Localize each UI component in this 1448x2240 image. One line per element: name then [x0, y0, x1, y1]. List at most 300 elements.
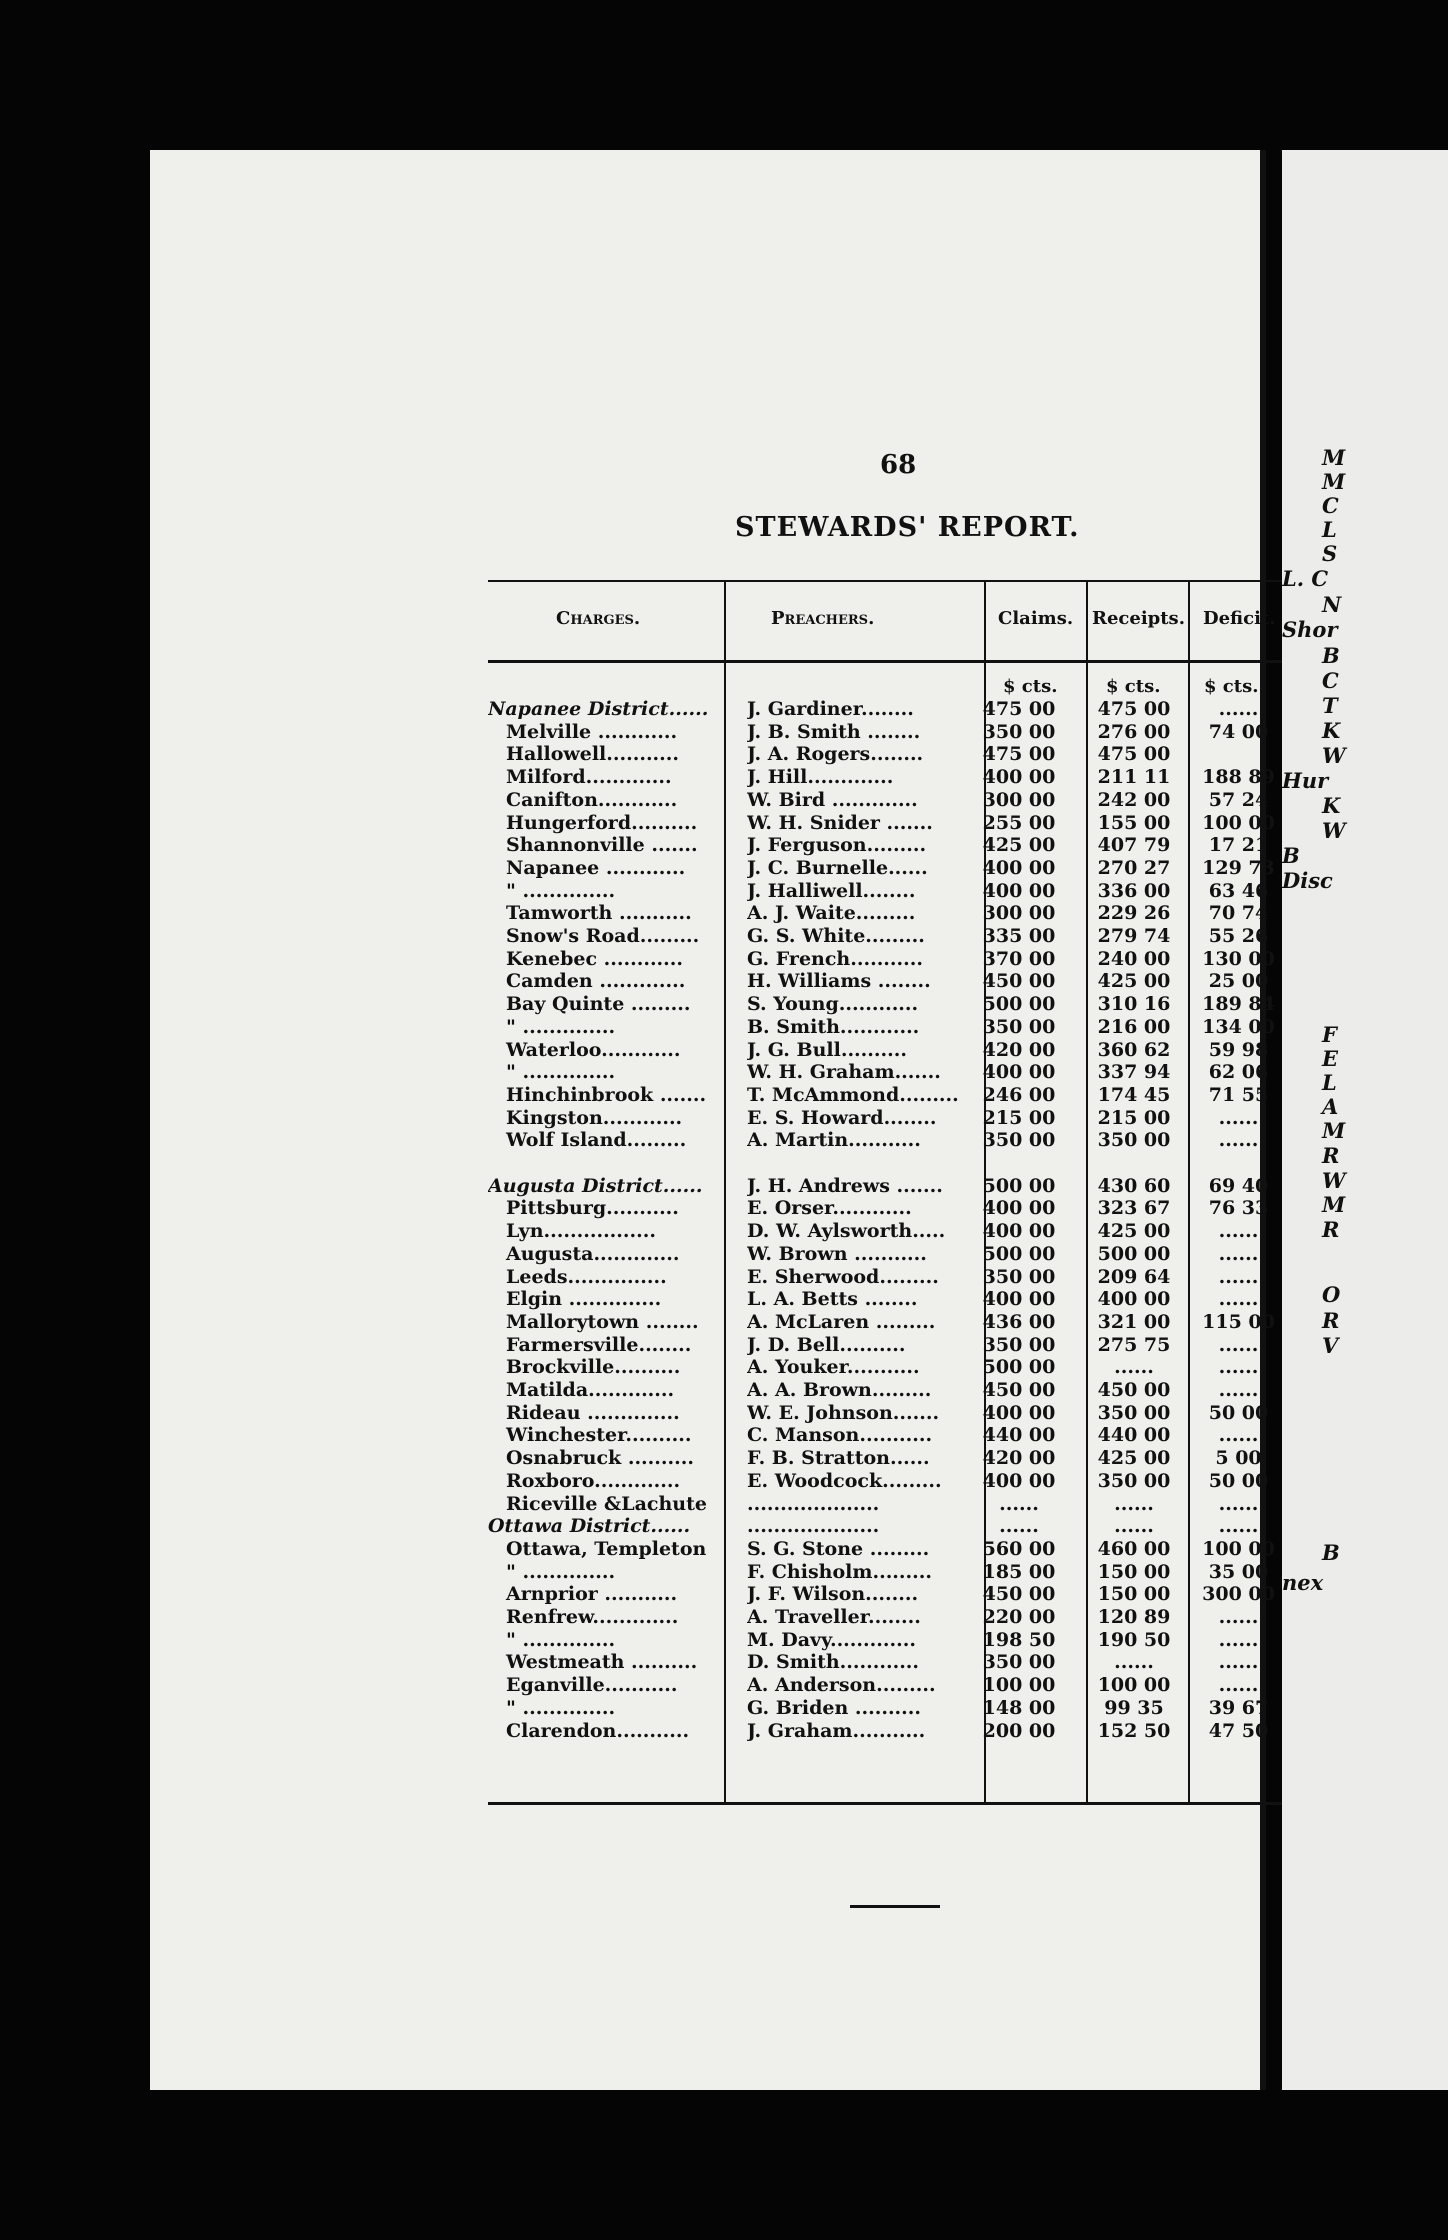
charge-cell: Tamworth ...........: [506, 902, 692, 925]
table-row: [488, 1402, 1289, 1424]
charge-cell: " ..............: [506, 879, 616, 902]
receipts-cell: 475 00: [1097, 698, 1171, 720]
table-row: [488, 1266, 1289, 1288]
claims-cell: 255 00: [982, 811, 1056, 834]
claims-cell: 185 00: [982, 1560, 1056, 1583]
claims-cell: 420 00: [982, 1038, 1056, 1061]
claims-cell: 300 00: [982, 902, 1056, 925]
charge-cell: Melville ............: [506, 720, 678, 743]
claims-cell: 475 00: [982, 743, 1056, 766]
adjacent-page-fragment: S: [1322, 541, 1338, 566]
preacher-cell: W. H. Snider .......: [747, 811, 933, 834]
preacher-cell: A. McLaren .........: [747, 1310, 936, 1333]
table-row: [488, 1606, 1289, 1628]
charge-cell: Mallorytown ........: [506, 1310, 699, 1333]
table-row: [488, 812, 1289, 834]
charge-cell: Ottawa, Templeton: [506, 1537, 707, 1560]
charge-cell: Osnabruck ..........: [506, 1447, 694, 1470]
claims-cell: 148 00: [982, 1696, 1056, 1719]
table-row: [488, 1197, 1289, 1219]
claims-cell: 400 00: [982, 1220, 1056, 1243]
receipts-cell: 440 00: [1097, 1424, 1171, 1447]
adjacent-page-fragment: T: [1322, 693, 1338, 718]
receipts-cell: 276 00: [1097, 720, 1171, 743]
table-row: [488, 1674, 1289, 1696]
receipts-cell: 500 00: [1097, 1242, 1171, 1265]
adjacent-page-fragment: M: [1322, 469, 1346, 494]
adjacent-page-fragment: O: [1322, 1282, 1341, 1307]
adjacent-page-fragment: K: [1322, 718, 1341, 743]
deficit-cell: 71 55: [1208, 1083, 1269, 1106]
claims-cell: 198 50: [982, 1628, 1056, 1651]
header-claims: Claims.: [998, 608, 1074, 629]
claims-cell: 400 00: [982, 1061, 1056, 1084]
preacher-cell: W. H. Graham.......: [747, 1061, 941, 1084]
table-row: [488, 1084, 1289, 1106]
page-number: 68: [880, 450, 917, 480]
receipts-cell: 323 67: [1097, 1197, 1171, 1220]
preacher-cell: J. F. Wilson........: [747, 1583, 919, 1606]
receipts-cell: ......: [1114, 1515, 1154, 1538]
table-row: [488, 1538, 1289, 1560]
claims-cell: ......: [999, 1492, 1039, 1515]
table-row: [488, 1061, 1289, 1083]
receipts-cell: 337 94: [1097, 1061, 1171, 1084]
deficit-cell: ......: [1218, 1288, 1259, 1311]
receipts-cell: 400 00: [1097, 1288, 1171, 1311]
charge-cell: Milford.............: [506, 766, 672, 789]
receipts-cell: 240 00: [1097, 947, 1171, 970]
preacher-cell: S. G. Stone .........: [747, 1537, 930, 1560]
receipts-cell: 209 64: [1097, 1265, 1171, 1288]
deficit-cell: 69 40: [1208, 1174, 1269, 1197]
charge-cell: Shannonville .......: [506, 834, 698, 857]
claims-cell: 450 00: [982, 1379, 1056, 1401]
receipts-cell: 350 00: [1097, 1129, 1171, 1152]
receipts-cell: 120 89: [1097, 1606, 1171, 1628]
header-charges: Charges.: [556, 608, 641, 629]
table-row: [488, 1447, 1289, 1469]
receipts-cell: ......: [1114, 1356, 1154, 1379]
claims-cell: 425 00: [982, 834, 1056, 857]
deficit-cell: ......: [1218, 1515, 1259, 1538]
deficit-cell: ......: [1218, 1265, 1259, 1288]
adjacent-page-fragment: L. C: [1282, 566, 1329, 591]
preacher-cell: E. Orser............: [747, 1197, 912, 1220]
deficit-cell: ......: [1218, 1379, 1259, 1401]
claims-cell: 100 00: [982, 1674, 1056, 1697]
deficit-cell: ......: [1218, 1606, 1259, 1628]
preacher-cell: J. A. Rogers........: [747, 743, 924, 766]
table-row: [488, 993, 1289, 1015]
deficit-cell: 76 33: [1208, 1197, 1269, 1220]
charge-cell: " ..............: [506, 1628, 616, 1651]
receipts-cell: 350 00: [1097, 1401, 1171, 1424]
claims-cell: 500 00: [982, 1356, 1056, 1379]
deficit-cell: 130 00: [1202, 947, 1275, 970]
charge-cell: Leeds...............: [506, 1265, 667, 1288]
charge-cell: Camden .............: [506, 970, 686, 993]
adjacent-page-fragment: C: [1322, 668, 1339, 693]
preacher-cell: S. Young............: [747, 993, 919, 1016]
claims-cell: 400 00: [982, 766, 1056, 789]
deficit-cell: ......: [1218, 1220, 1259, 1243]
preacher-cell: L. A. Betts ........: [747, 1288, 918, 1311]
deficit-cell: 70 74: [1208, 902, 1269, 925]
table-row: [488, 1016, 1289, 1038]
table-row: [488, 1379, 1289, 1401]
adjacent-page-fragment: Hur: [1282, 768, 1329, 793]
units-claims: $ cts.: [1003, 676, 1058, 697]
receipts-cell: 100 00: [1097, 1674, 1171, 1697]
charge-cell: Roxboro.............: [506, 1469, 681, 1492]
charge-cell: Rideau ..............: [506, 1401, 680, 1424]
adjacent-page-fragment: M: [1322, 445, 1346, 470]
preacher-cell: E. Woodcock.........: [747, 1469, 942, 1492]
deficit-cell: 17 21: [1208, 834, 1269, 857]
deficit-cell: 35 00: [1208, 1560, 1269, 1583]
deficit-cell: 57 24: [1208, 788, 1269, 811]
charge-cell: Lyn.................: [506, 1220, 656, 1243]
preacher-cell: E. S. Howard........: [747, 1106, 937, 1129]
table-row: [488, 1243, 1289, 1265]
receipts-cell: 460 00: [1097, 1537, 1171, 1560]
table-row: [488, 1334, 1289, 1356]
charge-cell: Bay Quinte .........: [506, 993, 691, 1016]
receipts-cell: 229 26: [1097, 902, 1171, 925]
charge-cell: Riceville &Lachute: [506, 1492, 707, 1515]
adjacent-page-edge: [1282, 150, 1448, 2090]
table-row: [488, 1039, 1289, 1061]
receipts-cell: 321 00: [1097, 1310, 1171, 1333]
table-row: [488, 1288, 1289, 1310]
preacher-cell: A. Traveller........: [747, 1606, 921, 1628]
deficit-cell: 50 00: [1208, 1469, 1269, 1492]
deficit-cell: 50 00: [1208, 1401, 1269, 1424]
table-row: [488, 1515, 1289, 1537]
claims-cell: 215 00: [982, 1106, 1056, 1129]
table-row: [488, 880, 1289, 902]
deficit-cell: 47 50: [1208, 1719, 1269, 1742]
table-row: [488, 1629, 1289, 1651]
receipts-cell: 360 62: [1097, 1038, 1171, 1061]
claims-cell: 400 00: [982, 1401, 1056, 1424]
header-preachers: Preachers.: [771, 608, 875, 629]
deficit-cell: 25 00: [1208, 970, 1269, 993]
preacher-cell: J. Ferguson.........: [747, 834, 927, 857]
preacher-cell: J. B. Smith ........: [747, 720, 921, 743]
charge-cell: Kenebec ............: [506, 947, 684, 970]
deficit-cell: ......: [1218, 1129, 1259, 1152]
charge-cell: Hallowell...........: [506, 743, 680, 766]
charge-cell: Napanee ............: [506, 856, 686, 879]
preacher-cell: M. Davy.............: [747, 1628, 916, 1651]
receipts-cell: 190 50: [1097, 1628, 1171, 1651]
receipts-cell: 425 00: [1097, 1220, 1171, 1243]
adjacent-page-fragment: nex: [1282, 1570, 1324, 1595]
receipts-cell: 350 00: [1097, 1469, 1171, 1492]
deficit-cell: 39 67: [1208, 1696, 1269, 1719]
adjacent-page-fragment: C: [1322, 493, 1339, 518]
claims-cell: 350 00: [982, 1265, 1056, 1288]
preacher-cell: J. Graham...........: [747, 1719, 926, 1742]
preacher-cell: F. B. Stratton......: [747, 1447, 930, 1470]
claims-cell: 350 00: [982, 720, 1056, 743]
preacher-cell: G. Briden ..........: [747, 1696, 922, 1719]
claims-cell: 400 00: [982, 879, 1056, 902]
document-page: [150, 150, 1276, 2090]
charge-cell: Renfrew.............: [506, 1606, 679, 1628]
adjacent-page-fragment: Shor: [1282, 617, 1338, 642]
claims-cell: 500 00: [982, 1242, 1056, 1265]
claims-cell: 200 00: [982, 1719, 1056, 1742]
preacher-cell: J. Gardiner........: [747, 698, 914, 720]
claims-cell: 500 00: [982, 1174, 1056, 1197]
deficit-cell: 63 46: [1208, 879, 1269, 902]
table-row: [488, 948, 1289, 970]
claims-cell: 450 00: [982, 1583, 1056, 1606]
adjacent-page-fragment: B: [1322, 643, 1340, 668]
table-row: [488, 1493, 1289, 1515]
adjacent-page-fragment: R: [1322, 1217, 1340, 1242]
preacher-cell: C. Manson...........: [747, 1424, 933, 1447]
deficit-cell: 189 84: [1202, 993, 1275, 1016]
preacher-cell: J. G. Bull..........: [747, 1038, 907, 1061]
table-row: [488, 1697, 1289, 1719]
receipts-cell: 336 00: [1097, 879, 1171, 902]
adjacent-page-fragment: F: [1322, 1022, 1337, 1047]
charge-cell: Kingston............: [506, 1106, 683, 1129]
receipts-cell: 174 45: [1097, 1083, 1171, 1106]
table-row: [488, 1651, 1289, 1673]
preacher-cell: ....................: [747, 1515, 880, 1538]
preacher-cell: H. Williams ........: [747, 970, 931, 993]
deficit-cell: 62 06: [1208, 1061, 1269, 1084]
charge-cell: Matilda.............: [506, 1379, 675, 1401]
adjacent-page-fragment: B: [1282, 843, 1300, 868]
adjacent-page-fragment: K: [1322, 793, 1341, 818]
units-receipts: $ cts.: [1106, 676, 1161, 697]
claims-cell: 440 00: [982, 1424, 1056, 1447]
claims-cell: 350 00: [982, 1129, 1056, 1152]
charge-cell: Farmersville........: [506, 1333, 692, 1356]
table-row: [488, 721, 1289, 743]
receipts-cell: 275 75: [1097, 1333, 1171, 1356]
deficit-cell: 300 00: [1202, 1583, 1275, 1606]
charge-cell: Napanee District......: [488, 698, 709, 720]
adjacent-page-fragment: R: [1322, 1143, 1340, 1168]
table-row: [488, 1152, 1289, 1174]
table-row: [488, 743, 1289, 765]
preacher-cell: ....................: [747, 1492, 880, 1515]
table-row: [488, 1720, 1289, 1742]
receipts-cell: 150 00: [1097, 1560, 1171, 1583]
table-row: [488, 925, 1289, 947]
charge-cell: Pittsburg...........: [506, 1197, 679, 1220]
preacher-cell: A. J. Waite.........: [747, 902, 916, 925]
preacher-cell: G. S. White.........: [747, 925, 925, 947]
charge-cell: Waterloo............: [506, 1038, 681, 1061]
deficit-cell: ......: [1218, 1674, 1259, 1697]
deficit-cell: 55 26: [1208, 925, 1269, 947]
table-row: [488, 1583, 1289, 1605]
deficit-cell: 100 00: [1202, 811, 1275, 834]
table-row: [488, 1311, 1289, 1333]
claims-cell: 400 00: [982, 1288, 1056, 1311]
charge-cell: Wolf Island.........: [506, 1129, 687, 1152]
closing-rule: [850, 1905, 940, 1908]
charge-cell: Augusta District......: [488, 1174, 703, 1197]
claims-cell: 350 00: [982, 1333, 1056, 1356]
adjacent-page-fragment: W: [1322, 1168, 1346, 1193]
charge-cell: Augusta.............: [506, 1242, 680, 1265]
header-deficit: Deficit.: [1203, 608, 1276, 629]
receipts-cell: 211 11: [1097, 766, 1171, 789]
adjacent-page-fragment: W: [1322, 818, 1346, 843]
charge-cell: Winchester..........: [506, 1424, 692, 1447]
deficit-cell: ......: [1218, 1242, 1259, 1265]
charge-cell: Westmeath ..........: [506, 1651, 698, 1674]
table-row: [488, 902, 1289, 924]
preacher-cell: J. Halliwell........: [747, 879, 916, 902]
receipts-cell: 270 27: [1097, 856, 1171, 879]
receipts-cell: 425 00: [1097, 1447, 1171, 1470]
receipts-cell: ......: [1114, 1651, 1154, 1674]
preacher-cell: J. C. Burnelle......: [747, 856, 928, 879]
table-row: [488, 1129, 1289, 1151]
preacher-cell: D. Smith............: [747, 1651, 920, 1674]
table-row: [488, 1356, 1289, 1378]
receipts-cell: 279 74: [1097, 925, 1171, 947]
units-deficit: $ cts.: [1204, 676, 1259, 697]
deficit-cell: ......: [1218, 1106, 1259, 1129]
adjacent-page-fragment: V: [1322, 1333, 1339, 1358]
preacher-cell: A. Martin...........: [747, 1129, 921, 1152]
adjacent-page-fragment: M: [1322, 1118, 1346, 1143]
adjacent-page-fragment: L: [1322, 1070, 1337, 1095]
claims-cell: ......: [999, 1515, 1039, 1538]
claims-cell: 370 00: [982, 947, 1056, 970]
preacher-cell: J. D. Bell..........: [747, 1333, 906, 1356]
claims-cell: 560 00: [982, 1537, 1056, 1560]
claims-cell: 475 00: [982, 698, 1056, 720]
report-title: STEWARDS' REPORT.: [735, 512, 1080, 543]
receipts-cell: 475 00: [1097, 743, 1171, 766]
claims-cell: 420 00: [982, 1447, 1056, 1470]
claims-cell: 246 00: [982, 1083, 1056, 1106]
claims-cell: 400 00: [982, 1469, 1056, 1492]
preacher-cell: A. A. Brown.........: [747, 1379, 932, 1401]
receipts-cell: 450 00: [1097, 1379, 1171, 1401]
table-row: [488, 970, 1289, 992]
table-row: [488, 857, 1289, 879]
claims-cell: 300 00: [982, 788, 1056, 811]
adjacent-page-fragment: W: [1322, 743, 1346, 768]
deficit-cell: ......: [1218, 1628, 1259, 1651]
adjacent-page-fragment: B: [1322, 1540, 1340, 1565]
adjacent-page-fragment: A: [1322, 1094, 1339, 1119]
receipts-cell: 150 00: [1097, 1583, 1171, 1606]
charge-cell: Canifton............: [506, 788, 678, 811]
deficit-cell: 5 00: [1215, 1447, 1262, 1470]
receipts-cell: 425 00: [1097, 970, 1171, 993]
preacher-cell: D. W. Aylsworth.....: [747, 1220, 946, 1243]
deficit-cell: 188 89: [1202, 766, 1275, 789]
charge-cell: Eganville...........: [506, 1674, 678, 1697]
table-row: [488, 789, 1289, 811]
receipts-cell: 152 50: [1097, 1719, 1171, 1742]
deficit-cell: ......: [1218, 1492, 1259, 1515]
deficit-cell: ......: [1218, 1424, 1259, 1447]
claims-cell: 436 00: [982, 1310, 1056, 1333]
preacher-cell: A. Anderson.........: [747, 1674, 936, 1697]
deficit-cell: 74 00: [1208, 720, 1269, 743]
charge-cell: Hungerford..........: [506, 811, 698, 834]
header-receipts: Receipts.: [1092, 608, 1185, 629]
claims-cell: 220 00: [982, 1606, 1056, 1628]
charge-cell: " ..............: [506, 1015, 616, 1038]
table-row: [488, 698, 1289, 720]
deficit-cell: 129 73: [1202, 856, 1275, 879]
charge-cell: Ottawa District......: [488, 1515, 691, 1538]
table-row: [488, 1561, 1289, 1583]
charge-cell: " ..............: [506, 1696, 616, 1719]
adjacent-page-fragment: E: [1322, 1046, 1339, 1071]
table-row: [488, 1107, 1289, 1129]
adjacent-page-fragment: M: [1322, 1192, 1346, 1217]
preacher-cell: W. E. Johnson.......: [747, 1401, 940, 1424]
receipts-cell: ......: [1114, 1492, 1154, 1515]
stewards-table: [488, 580, 1289, 1808]
deficit-cell: ......: [1218, 1356, 1259, 1379]
receipts-cell: 215 00: [1097, 1106, 1171, 1129]
receipts-cell: 99 35: [1104, 1696, 1164, 1719]
table-row: [488, 1220, 1289, 1242]
deficit-cell: 115 00: [1202, 1310, 1275, 1333]
claims-cell: 400 00: [982, 856, 1056, 879]
charge-cell: Hinchinbrook .......: [506, 1083, 707, 1106]
preacher-cell: G. French...........: [747, 947, 923, 970]
receipts-cell: 310 16: [1097, 993, 1171, 1016]
preacher-cell: B. Smith............: [747, 1015, 920, 1038]
receipts-cell: 155 00: [1097, 811, 1171, 834]
receipts-cell: 242 00: [1097, 788, 1171, 811]
preacher-cell: W. Brown ...........: [747, 1242, 927, 1265]
deficit-cell: 59 98: [1208, 1038, 1269, 1061]
deficit-cell: ......: [1218, 1333, 1259, 1356]
table-header-rule: [488, 660, 1289, 663]
preacher-cell: T. McAmmond.........: [747, 1083, 959, 1106]
preacher-cell: W. Bird .............: [747, 788, 918, 811]
claims-cell: 350 00: [982, 1651, 1056, 1674]
adjacent-page-fragment: Disc: [1282, 868, 1333, 893]
adjacent-page-fragment: L: [1322, 517, 1337, 542]
claims-cell: 400 00: [982, 1197, 1056, 1220]
receipts-cell: 407 79: [1097, 834, 1171, 857]
table-row: [488, 1175, 1289, 1197]
table-top-rule: [488, 580, 1289, 582]
receipts-cell: 216 00: [1097, 1015, 1171, 1038]
table-row: [488, 766, 1289, 788]
deficit-cell: ......: [1218, 1651, 1259, 1674]
charge-cell: " ..............: [506, 1061, 616, 1084]
preacher-cell: J. H. Andrews .......: [747, 1174, 943, 1197]
deficit-cell: 134 00: [1202, 1015, 1275, 1038]
adjacent-page-fragment: N: [1322, 592, 1342, 617]
preacher-cell: A. Youker...........: [747, 1356, 920, 1379]
preacher-cell: E. Sherwood.........: [747, 1265, 939, 1288]
charge-cell: Elgin ..............: [506, 1288, 662, 1311]
